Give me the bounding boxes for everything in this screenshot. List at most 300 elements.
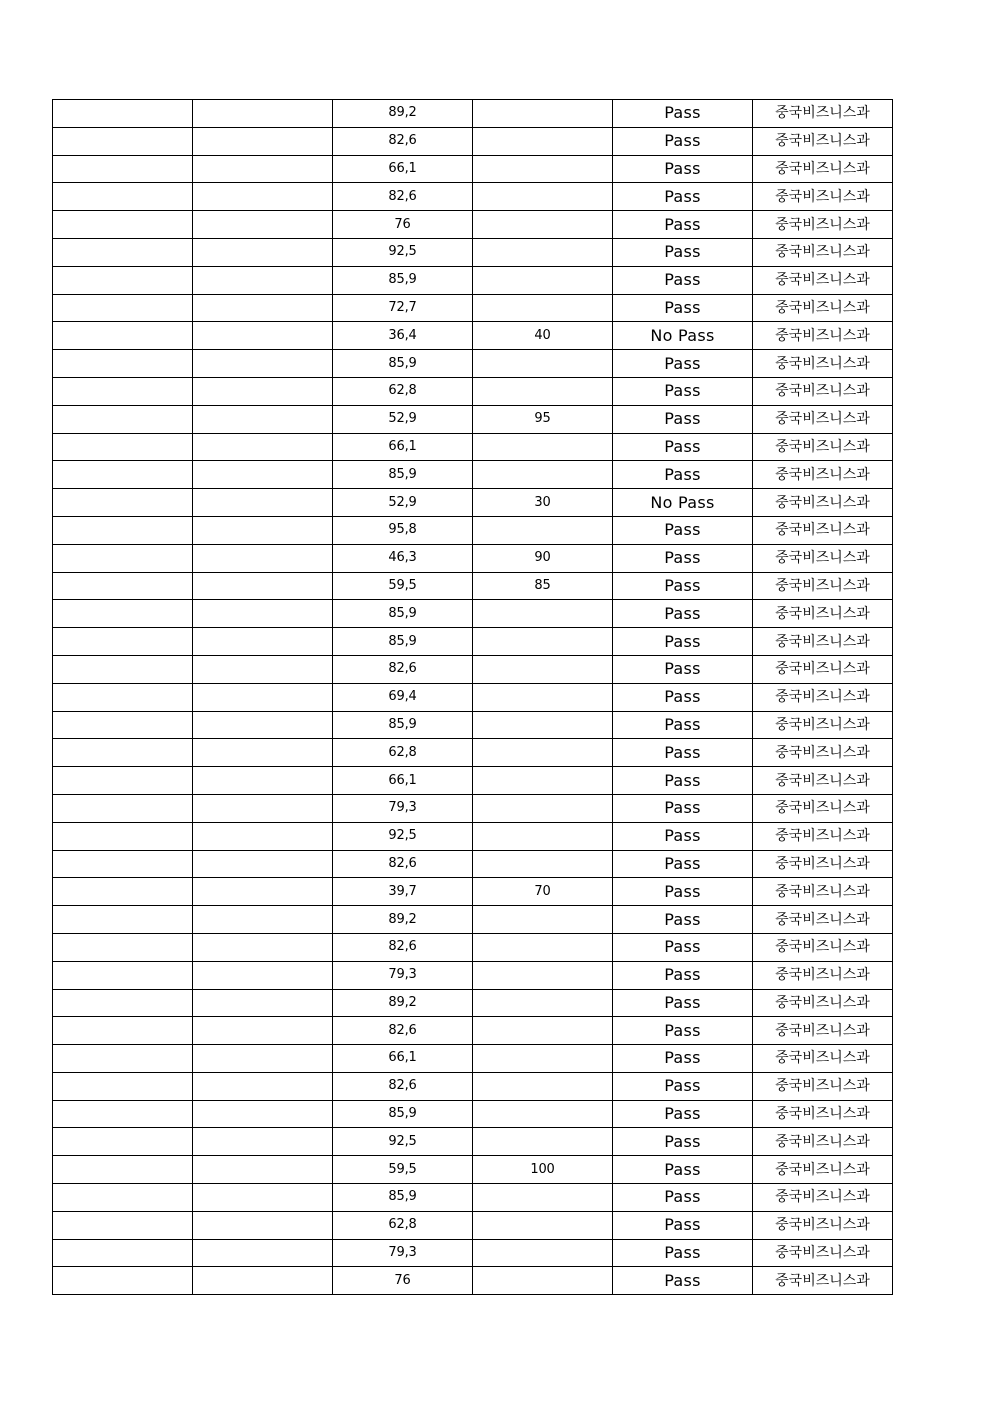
extra-score-cell xyxy=(473,266,613,294)
blank-cell xyxy=(193,767,333,795)
result-cell: Pass xyxy=(613,933,753,961)
result-cell: Pass xyxy=(613,155,753,183)
table-row xyxy=(53,1211,893,1239)
table-body xyxy=(53,100,893,1295)
score-cell: 52,9 xyxy=(333,405,473,433)
result-cell: No Pass xyxy=(613,489,753,517)
blank-cell xyxy=(193,683,333,711)
table-row xyxy=(53,933,893,961)
table-row xyxy=(53,850,893,878)
score-cell: 62,8 xyxy=(333,1211,473,1239)
blank-cell xyxy=(53,794,193,822)
table-row xyxy=(53,794,893,822)
extra-score-cell: 100 xyxy=(473,1156,613,1184)
table-row xyxy=(53,489,893,517)
blank-cell xyxy=(193,183,333,211)
blank-cell xyxy=(193,322,333,350)
blank-cell xyxy=(53,878,193,906)
extra-score-cell xyxy=(473,1211,613,1239)
blank-cell xyxy=(193,1156,333,1184)
blank-cell xyxy=(193,655,333,683)
extra-score-cell xyxy=(473,822,613,850)
blank-cell xyxy=(53,322,193,350)
score-cell: 79,3 xyxy=(333,1239,473,1267)
extra-score-cell xyxy=(473,1100,613,1128)
blank-cell xyxy=(53,155,193,183)
blank-cell xyxy=(53,1156,193,1184)
blank-cell xyxy=(193,294,333,322)
department-cell: 중국비즈니스과 xyxy=(753,405,893,433)
score-cell: 85,9 xyxy=(333,266,473,294)
score-cell: 89,2 xyxy=(333,100,473,128)
score-cell: 66,1 xyxy=(333,155,473,183)
table-row xyxy=(53,655,893,683)
department-cell: 중국비즈니스과 xyxy=(753,794,893,822)
result-cell: Pass xyxy=(613,1045,753,1073)
department-cell: 중국비즈니스과 xyxy=(753,350,893,378)
blank-cell xyxy=(193,794,333,822)
table-row xyxy=(53,989,893,1017)
table-row xyxy=(53,1128,893,1156)
blank-cell xyxy=(193,711,333,739)
blank-cell xyxy=(193,211,333,239)
result-cell: Pass xyxy=(613,377,753,405)
blank-cell xyxy=(193,433,333,461)
extra-score-cell xyxy=(473,155,613,183)
result-cell: Pass xyxy=(613,794,753,822)
result-cell: Pass xyxy=(613,1184,753,1212)
extra-score-cell xyxy=(473,933,613,961)
blank-cell xyxy=(53,377,193,405)
score-cell: 85,9 xyxy=(333,461,473,489)
result-cell: Pass xyxy=(613,850,753,878)
blank-cell xyxy=(193,1100,333,1128)
department-cell: 중국비즈니스과 xyxy=(753,822,893,850)
extra-score-cell xyxy=(473,628,613,656)
table-row xyxy=(53,1184,893,1212)
blank-cell xyxy=(193,739,333,767)
result-cell: Pass xyxy=(613,655,753,683)
result-cell: Pass xyxy=(613,405,753,433)
blank-cell xyxy=(53,628,193,656)
blank-cell xyxy=(193,100,333,128)
blank-cell xyxy=(193,155,333,183)
table-row xyxy=(53,266,893,294)
extra-score-cell xyxy=(473,1239,613,1267)
blank-cell xyxy=(53,266,193,294)
department-cell: 중국비즈니스과 xyxy=(753,433,893,461)
result-cell: Pass xyxy=(613,628,753,656)
result-cell: Pass xyxy=(613,1156,753,1184)
result-cell: Pass xyxy=(613,739,753,767)
blank-cell xyxy=(53,516,193,544)
blank-cell xyxy=(193,1239,333,1267)
department-cell: 중국비즈니스과 xyxy=(753,1072,893,1100)
result-cell: Pass xyxy=(613,516,753,544)
table-row xyxy=(53,211,893,239)
blank-cell xyxy=(53,238,193,266)
department-cell: 중국비즈니스과 xyxy=(753,1239,893,1267)
score-cell: 92,5 xyxy=(333,238,473,266)
extra-score-cell xyxy=(473,794,613,822)
score-cell: 82,6 xyxy=(333,127,473,155)
department-cell: 중국비즈니스과 xyxy=(753,933,893,961)
blank-cell xyxy=(193,489,333,517)
table-row xyxy=(53,127,893,155)
blank-cell xyxy=(193,405,333,433)
table-row xyxy=(53,906,893,934)
extra-score-cell: 40 xyxy=(473,322,613,350)
score-cell: 66,1 xyxy=(333,433,473,461)
blank-cell xyxy=(53,989,193,1017)
result-cell: Pass xyxy=(613,1072,753,1100)
table-row xyxy=(53,294,893,322)
blank-cell xyxy=(53,850,193,878)
blank-cell xyxy=(53,294,193,322)
score-cell: 82,6 xyxy=(333,655,473,683)
extra-score-cell: 30 xyxy=(473,489,613,517)
table-row xyxy=(53,516,893,544)
table-row xyxy=(53,822,893,850)
table-row xyxy=(53,961,893,989)
blank-cell xyxy=(193,961,333,989)
blank-cell xyxy=(193,127,333,155)
score-cell: 66,1 xyxy=(333,767,473,795)
blank-cell xyxy=(53,1267,193,1295)
department-cell: 중국비즈니스과 xyxy=(753,628,893,656)
result-cell: Pass xyxy=(613,683,753,711)
result-cell: Pass xyxy=(613,433,753,461)
department-cell: 중국비즈니스과 xyxy=(753,266,893,294)
score-cell: 62,8 xyxy=(333,739,473,767)
department-cell: 중국비즈니스과 xyxy=(753,100,893,128)
table-row xyxy=(53,350,893,378)
department-cell: 중국비즈니스과 xyxy=(753,1017,893,1045)
score-cell: 39,7 xyxy=(333,878,473,906)
extra-score-cell xyxy=(473,350,613,378)
table-row xyxy=(53,433,893,461)
blank-cell xyxy=(53,655,193,683)
score-cell: 72,7 xyxy=(333,294,473,322)
blank-cell xyxy=(193,377,333,405)
blank-cell xyxy=(193,1128,333,1156)
department-cell: 중국비즈니스과 xyxy=(753,1267,893,1295)
score-cell: 79,3 xyxy=(333,794,473,822)
blank-cell xyxy=(53,405,193,433)
blank-cell xyxy=(53,183,193,211)
score-cell: 82,6 xyxy=(333,183,473,211)
result-cell: Pass xyxy=(613,294,753,322)
result-cell: Pass xyxy=(613,600,753,628)
department-cell: 중국비즈니스과 xyxy=(753,683,893,711)
blank-cell xyxy=(53,961,193,989)
department-cell: 중국비즈니스과 xyxy=(753,183,893,211)
department-cell: 중국비즈니스과 xyxy=(753,489,893,517)
table-row xyxy=(53,572,893,600)
extra-score-cell xyxy=(473,1184,613,1212)
blank-cell xyxy=(193,516,333,544)
result-cell: Pass xyxy=(613,350,753,378)
department-cell: 중국비즈니스과 xyxy=(753,1156,893,1184)
result-cell: Pass xyxy=(613,183,753,211)
result-cell: Pass xyxy=(613,878,753,906)
result-cell: Pass xyxy=(613,906,753,934)
score-cell: 62,8 xyxy=(333,377,473,405)
department-cell: 중국비즈니스과 xyxy=(753,1128,893,1156)
blank-cell xyxy=(193,850,333,878)
result-cell: Pass xyxy=(613,1100,753,1128)
blank-cell xyxy=(53,1100,193,1128)
table-row xyxy=(53,100,893,128)
result-cell: Pass xyxy=(613,211,753,239)
score-cell: 95,8 xyxy=(333,516,473,544)
blank-cell xyxy=(53,544,193,572)
department-cell: 중국비즈니스과 xyxy=(753,322,893,350)
score-cell: 79,3 xyxy=(333,961,473,989)
extra-score-cell: 95 xyxy=(473,405,613,433)
extra-score-cell xyxy=(473,1072,613,1100)
result-cell: Pass xyxy=(613,1017,753,1045)
extra-score-cell xyxy=(473,516,613,544)
blank-cell xyxy=(193,989,333,1017)
table-row xyxy=(53,322,893,350)
score-cell: 82,6 xyxy=(333,850,473,878)
score-cell: 59,5 xyxy=(333,1156,473,1184)
table-row xyxy=(53,739,893,767)
blank-cell xyxy=(53,933,193,961)
score-cell: 85,9 xyxy=(333,628,473,656)
table-row xyxy=(53,711,893,739)
result-cell: Pass xyxy=(613,961,753,989)
extra-score-cell xyxy=(473,711,613,739)
blank-cell xyxy=(193,933,333,961)
blank-cell xyxy=(53,906,193,934)
result-cell: Pass xyxy=(613,127,753,155)
department-cell: 중국비즈니스과 xyxy=(753,155,893,183)
score-cell: 85,9 xyxy=(333,350,473,378)
blank-cell xyxy=(53,461,193,489)
blank-cell xyxy=(53,1128,193,1156)
blank-cell xyxy=(53,100,193,128)
blank-cell xyxy=(53,1211,193,1239)
table-row xyxy=(53,1100,893,1128)
score-cell: 59,5 xyxy=(333,572,473,600)
extra-score-cell xyxy=(473,683,613,711)
department-cell: 중국비즈니스과 xyxy=(753,1045,893,1073)
extra-score-cell xyxy=(473,989,613,1017)
extra-score-cell xyxy=(473,655,613,683)
extra-score-cell: 90 xyxy=(473,544,613,572)
table-row xyxy=(53,1267,893,1295)
table-row xyxy=(53,155,893,183)
extra-score-cell: 85 xyxy=(473,572,613,600)
score-cell: 92,5 xyxy=(333,1128,473,1156)
department-cell: 중국비즈니스과 xyxy=(753,600,893,628)
department-cell: 중국비즈니스과 xyxy=(753,377,893,405)
department-cell: 중국비즈니스과 xyxy=(753,238,893,266)
blank-cell xyxy=(53,127,193,155)
score-cell: 52,9 xyxy=(333,489,473,517)
score-cell: 92,5 xyxy=(333,822,473,850)
score-cell: 82,6 xyxy=(333,1072,473,1100)
score-cell: 46,3 xyxy=(333,544,473,572)
score-cell: 85,9 xyxy=(333,600,473,628)
blank-cell xyxy=(53,600,193,628)
extra-score-cell xyxy=(473,767,613,795)
blank-cell xyxy=(193,1017,333,1045)
table-row xyxy=(53,600,893,628)
department-cell: 중국비즈니스과 xyxy=(753,461,893,489)
blank-cell xyxy=(193,1211,333,1239)
result-cell: Pass xyxy=(613,572,753,600)
result-cell: Pass xyxy=(613,266,753,294)
table-row xyxy=(53,405,893,433)
blank-cell xyxy=(53,1184,193,1212)
score-cell: 85,9 xyxy=(333,1100,473,1128)
result-cell: Pass xyxy=(613,461,753,489)
extra-score-cell xyxy=(473,461,613,489)
blank-cell xyxy=(53,1017,193,1045)
score-cell: 89,2 xyxy=(333,906,473,934)
score-cell: 82,6 xyxy=(333,933,473,961)
blank-cell xyxy=(193,1184,333,1212)
result-cell: Pass xyxy=(613,238,753,266)
table-row xyxy=(53,1072,893,1100)
blank-cell xyxy=(53,211,193,239)
extra-score-cell xyxy=(473,433,613,461)
score-cell: 76 xyxy=(333,211,473,239)
extra-score-cell xyxy=(473,1045,613,1073)
score-cell: 85,9 xyxy=(333,711,473,739)
blank-cell xyxy=(193,628,333,656)
result-cell: Pass xyxy=(613,1267,753,1295)
table-row xyxy=(53,183,893,211)
blank-cell xyxy=(193,572,333,600)
score-table xyxy=(52,99,893,1295)
result-cell: Pass xyxy=(613,1211,753,1239)
blank-cell xyxy=(193,822,333,850)
blank-cell xyxy=(53,350,193,378)
table-row xyxy=(53,1239,893,1267)
extra-score-cell xyxy=(473,377,613,405)
blank-cell xyxy=(193,1072,333,1100)
score-cell: 82,6 xyxy=(333,1017,473,1045)
department-cell: 중국비즈니스과 xyxy=(753,516,893,544)
extra-score-cell xyxy=(473,906,613,934)
table-row xyxy=(53,878,893,906)
department-cell: 중국비즈니스과 xyxy=(753,572,893,600)
department-cell: 중국비즈니스과 xyxy=(753,906,893,934)
extra-score-cell: 70 xyxy=(473,878,613,906)
blank-cell xyxy=(53,711,193,739)
blank-cell xyxy=(53,739,193,767)
blank-cell xyxy=(193,600,333,628)
blank-cell xyxy=(193,461,333,489)
table-row xyxy=(53,1045,893,1073)
blank-cell xyxy=(193,266,333,294)
department-cell: 중국비즈니스과 xyxy=(753,961,893,989)
result-cell: Pass xyxy=(613,989,753,1017)
score-cell: 89,2 xyxy=(333,989,473,1017)
result-cell: Pass xyxy=(613,100,753,128)
department-cell: 중국비즈니스과 xyxy=(753,127,893,155)
extra-score-cell xyxy=(473,211,613,239)
department-cell: 중국비즈니스과 xyxy=(753,1211,893,1239)
department-cell: 중국비즈니스과 xyxy=(753,655,893,683)
extra-score-cell xyxy=(473,1267,613,1295)
result-cell: Pass xyxy=(613,1128,753,1156)
score-cell: 76 xyxy=(333,1267,473,1295)
blank-cell xyxy=(53,1045,193,1073)
blank-cell xyxy=(193,878,333,906)
table-row xyxy=(53,683,893,711)
blank-cell xyxy=(193,906,333,934)
department-cell: 중국비즈니스과 xyxy=(753,850,893,878)
blank-cell xyxy=(53,489,193,517)
table-row xyxy=(53,767,893,795)
blank-cell xyxy=(193,1267,333,1295)
department-cell: 중국비즈니스과 xyxy=(753,1100,893,1128)
blank-cell xyxy=(53,572,193,600)
table-row xyxy=(53,1017,893,1045)
department-cell: 중국비즈니스과 xyxy=(753,739,893,767)
department-cell: 중국비즈니스과 xyxy=(753,711,893,739)
table-row xyxy=(53,377,893,405)
score-cell: 66,1 xyxy=(333,1045,473,1073)
extra-score-cell xyxy=(473,127,613,155)
department-cell: 중국비즈니스과 xyxy=(753,878,893,906)
result-cell: Pass xyxy=(613,544,753,572)
result-cell: Pass xyxy=(613,767,753,795)
blank-cell xyxy=(193,350,333,378)
result-cell: Pass xyxy=(613,711,753,739)
score-cell: 69,4 xyxy=(333,683,473,711)
table-row xyxy=(53,461,893,489)
extra-score-cell xyxy=(473,1128,613,1156)
result-cell: Pass xyxy=(613,822,753,850)
blank-cell xyxy=(193,1045,333,1073)
department-cell: 중국비즈니스과 xyxy=(753,989,893,1017)
table-row xyxy=(53,628,893,656)
extra-score-cell xyxy=(473,238,613,266)
blank-cell xyxy=(53,822,193,850)
blank-cell xyxy=(53,1239,193,1267)
department-cell: 중국비즈니스과 xyxy=(753,294,893,322)
score-cell: 36,4 xyxy=(333,322,473,350)
blank-cell xyxy=(53,683,193,711)
table-row xyxy=(53,238,893,266)
extra-score-cell xyxy=(473,600,613,628)
extra-score-cell xyxy=(473,961,613,989)
blank-cell xyxy=(53,1072,193,1100)
result-cell: No Pass xyxy=(613,322,753,350)
table-row xyxy=(53,544,893,572)
result-cell: Pass xyxy=(613,1239,753,1267)
department-cell: 중국비즈니스과 xyxy=(753,1184,893,1212)
table-row xyxy=(53,1156,893,1184)
score-cell: 85,9 xyxy=(333,1184,473,1212)
extra-score-cell xyxy=(473,294,613,322)
extra-score-cell xyxy=(473,850,613,878)
extra-score-cell xyxy=(473,739,613,767)
extra-score-cell xyxy=(473,183,613,211)
extra-score-cell xyxy=(473,1017,613,1045)
blank-cell xyxy=(53,767,193,795)
department-cell: 중국비즈니스과 xyxy=(753,211,893,239)
blank-cell xyxy=(53,433,193,461)
extra-score-cell xyxy=(473,100,613,128)
department-cell: 중국비즈니스과 xyxy=(753,544,893,572)
